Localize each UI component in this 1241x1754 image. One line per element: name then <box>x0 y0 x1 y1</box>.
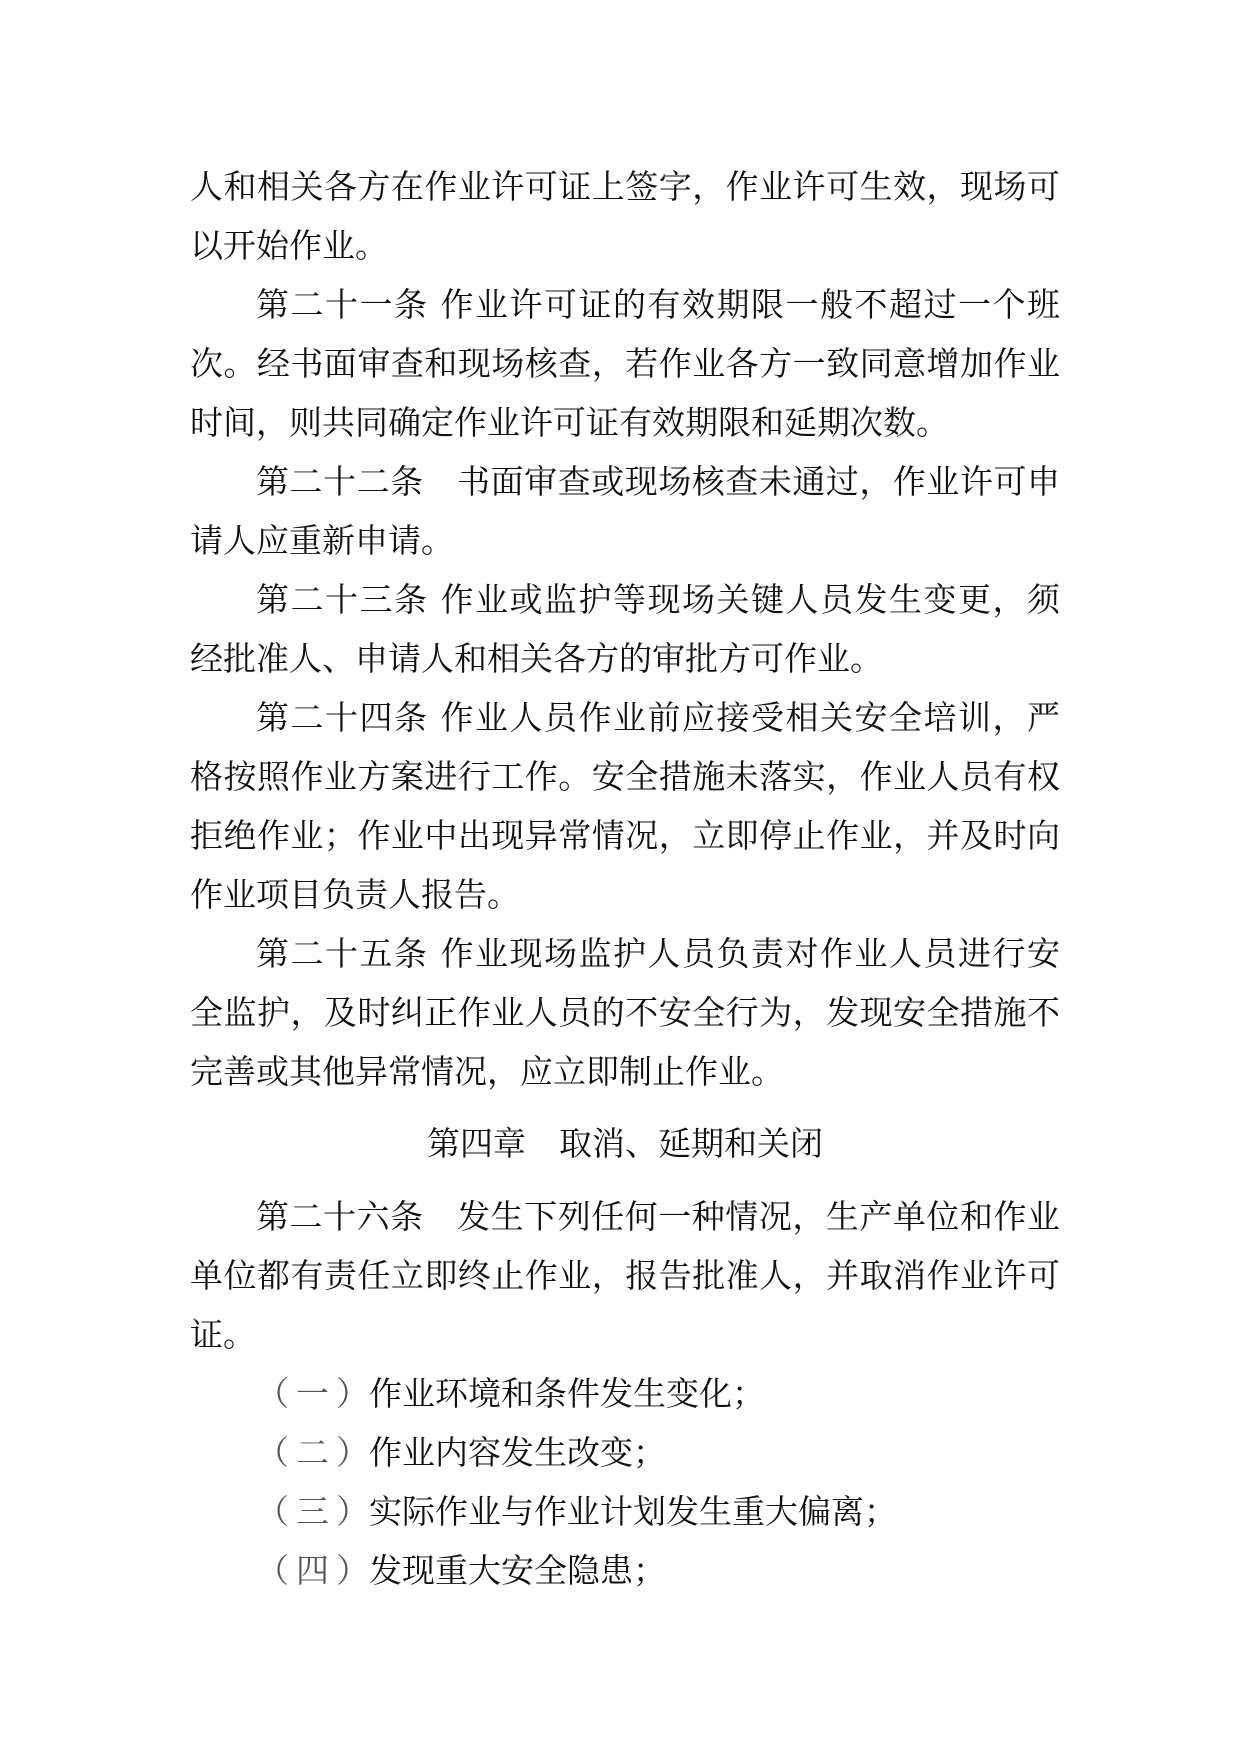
text-line: 请人应重新申请。 <box>190 521 454 560</box>
text-line: 第二十一条 作业许可证的有效期限一般不超过一个班 <box>256 285 1060 324</box>
text-line: 证。 <box>190 1315 256 1354</box>
text-line: 作业项目负责人报告。 <box>190 875 520 914</box>
text-line: 完善或其他异常情况，应立即制止作业。 <box>190 1052 784 1091</box>
list-item-number: （一） <box>256 1374 369 1413</box>
text-line: 全监护，及时纠正作业人员的不安全行为，发现安全措施不 <box>190 993 1060 1032</box>
text-line: 人和相关各方在作业许可证上签字，作业许可生效，现场可 <box>190 167 1060 206</box>
article-26 <box>190 1187 1060 1364</box>
text-line: 单位都有责任立即终止作业，报告批准人，并取消作业许可 <box>190 1256 1060 1295</box>
article-21 <box>190 275 1060 452</box>
list-item <box>190 1423 1060 1482</box>
list-item-text: 作业内容发生改变； <box>369 1433 666 1472</box>
list-item-text: 实际作业与作业计划发生重大偏离； <box>369 1492 897 1531</box>
list-item <box>190 1541 1060 1600</box>
text-line: 第二十六条 发生下列任何一种情况，生产单位和作业 <box>256 1197 1060 1236</box>
article-24 <box>190 688 1060 924</box>
chapter-heading: 第四章 取消、延期和关闭 <box>427 1124 823 1163</box>
paragraph-continuation <box>190 157 1060 275</box>
list-item-text: 作业环境和条件发生变化； <box>369 1374 765 1413</box>
list-item-number: （四） <box>256 1551 369 1590</box>
article-23 <box>190 570 1060 688</box>
text-line: 时间，则共同确定作业许可证有效期限和延期次数。 <box>190 403 949 442</box>
condition-list <box>190 1364 1060 1600</box>
list-item <box>190 1482 1060 1541</box>
list-item-number: （三） <box>256 1492 369 1531</box>
text-line: 第二十四条 作业人员作业前应接受相关安全培训，严 <box>256 698 1060 737</box>
text-line: 第二十五条 作业现场监护人员负责对作业人员进行安 <box>256 934 1060 973</box>
article-22 <box>190 452 1060 570</box>
document-body <box>190 157 1060 1600</box>
article-25 <box>190 924 1060 1101</box>
text-line: 第二十二条 书面审查或现场核查未通过，作业许可申 <box>256 462 1060 501</box>
text-line: 格按照作业方案进行工作。安全措施未落实，作业人员有权 <box>190 757 1060 796</box>
text-line: 次。经书面审查和现场核查，若作业各方一致同意增加作业 <box>190 344 1060 383</box>
list-item-text: 发现重大安全隐患； <box>369 1551 666 1590</box>
text-line: 以开始作业。 <box>190 226 388 265</box>
text-line: 拒绝作业；作业中出现异常情况，立即停止作业，并及时向 <box>190 816 1060 855</box>
list-item <box>190 1364 1060 1423</box>
list-item-number: （二） <box>256 1433 369 1472</box>
text-line: 第二十三条 作业或监护等现场关键人员发生变更，须 <box>256 580 1060 619</box>
text-line: 经批准人、申请人和相关各方的审批方可作业。 <box>190 639 883 678</box>
